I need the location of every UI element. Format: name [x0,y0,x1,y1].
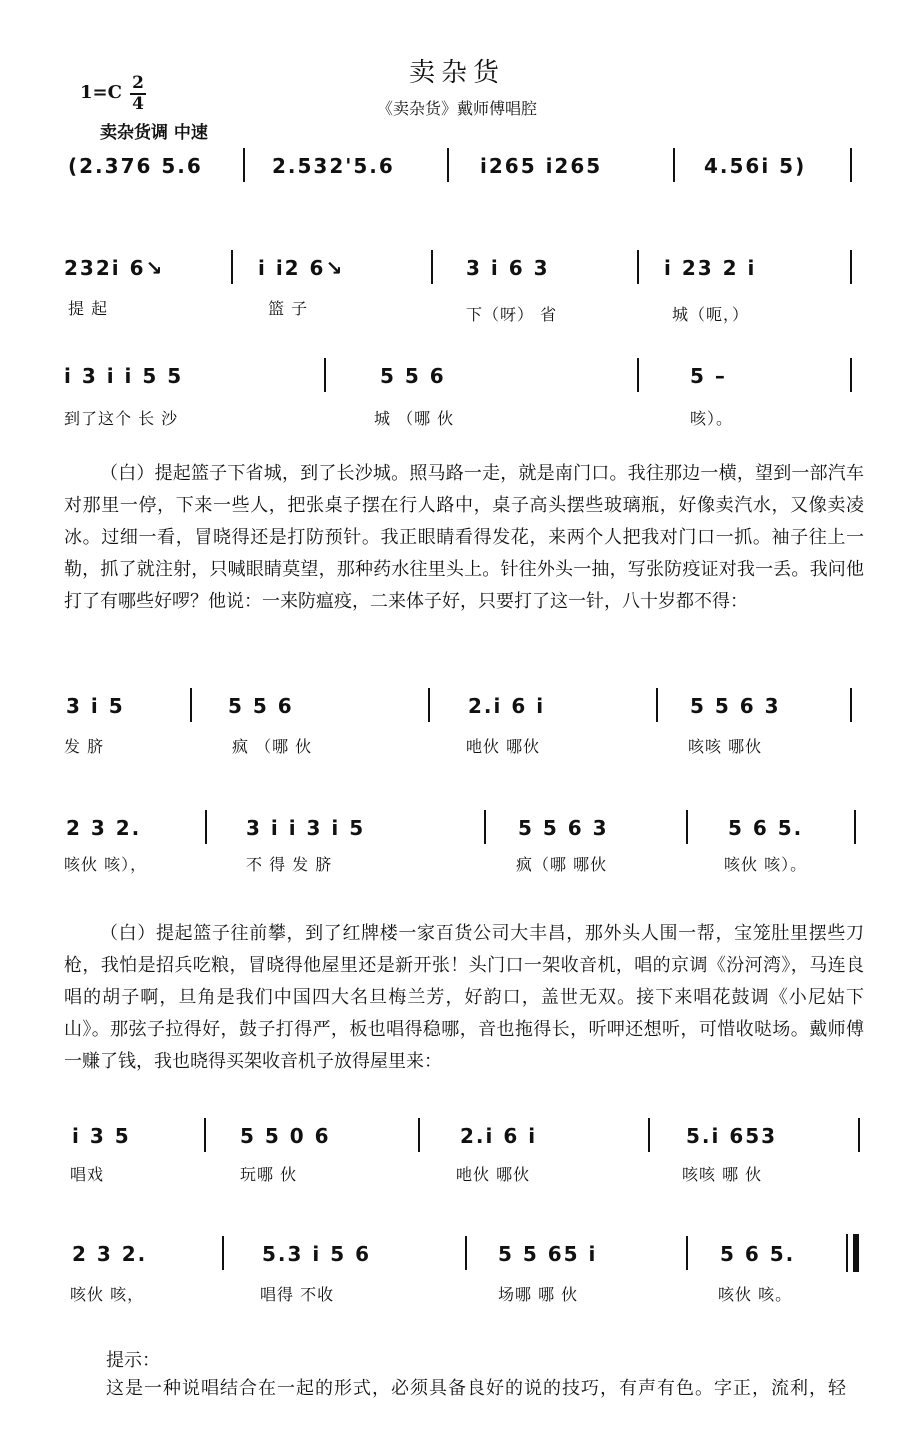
lyric: 吔伙 哪伙 [456,1165,531,1184]
lyric: 篮 子 [268,299,309,318]
measure-notes: 5 5 0 6 [240,1124,331,1148]
measure-notes: 5 – [690,364,727,388]
lyric: 发 脐 [64,737,105,756]
measure-notes: (2.376 5.6 [68,154,203,178]
spoken-text: （白）提起篮子往前攀，到了红牌楼一家百货公司大丰昌，那外头人围一帮，宝笼肚里摆些刀枪，我怕是招兵吃粮，冒晓得他屋里还是新开张！头门口一架收音机，唱的京调《汾河湾》，马连良唱的胡子啊，旦角是我们中国四大名旦梅兰芳，好韵口，盖世无双。接下来唱花鼓调《小尼姑下山》。那弦子拉得好，鼓子打得严，板也唱得稳哪，音也拖得长，听呷还想听，可惜收哒场。戴师傅一赚了钱，我也晓得买架收音机子放得屋里来： [64,923,864,1072]
lyric: 咳伙 咳）。 [724,855,808,874]
time-signature [130,74,146,114]
measure-notes: 5 5 6 3 [690,694,781,718]
lyric: 不 得 发 脐 [246,855,333,874]
lyric: 唱得 不收 [260,1285,335,1304]
lyric: 唱戏 [70,1165,105,1184]
measure-notes: 5 6 5. [728,816,804,840]
tempo-marking: 卖杂货调 中速 [100,123,208,143]
measure-notes: 5 5 6 [228,694,294,718]
measure-notes: i i2 6↘ [258,256,345,280]
hint-text: 这是一种说唱结合在一起的形式，必须具备良好的说的技巧，有声有色。字正，流利，轻 [106,1378,847,1399]
lyric: 场哪 哪 伙 [498,1285,579,1304]
measure-notes: i 3 i i 5 5 [64,364,184,388]
measure-notes: i 3 5 [72,1124,131,1148]
subtitle: 《卖杂货》戴师傅唱腔 [376,99,537,118]
lyric: 咳）。 [690,409,734,428]
lyric: 城（呃，） [672,305,750,324]
measure-notes: 4.56i 5) [704,154,807,178]
lyric: 咳伙 咳）， [64,855,148,874]
lyric: 疯（哪 哪伙 [516,855,608,874]
measure-notes: 2.i 6 i [460,1124,538,1148]
measure-notes: 2 3 2. [72,1242,148,1266]
lyric: 咳伙 咳， [70,1285,145,1304]
measure-notes: 5 5 6 [380,364,446,388]
lyric: 咳咳 哪 伙 [682,1165,763,1184]
measure-notes: 5 5 65 i [498,1242,598,1266]
lyric: 咳咳 哪伙 [688,737,763,756]
measure-notes: 5.3 i 5 6 [262,1242,372,1266]
time-signature-bottom: 4 [132,93,144,114]
lyric: 到了这个 长 沙 [64,409,179,428]
lyric: 疯 （哪 伙 [232,737,313,756]
time-signature-top: 2 [132,73,144,93]
lyric: 城 （哪 伙 [374,409,455,428]
page-title: 卖杂货 [408,58,505,88]
key-signature: 1=C [80,82,122,103]
measure-notes: i265 i265 [480,154,603,178]
lyric: 吔伙 哪伙 [466,737,541,756]
lyric: 提 起 [68,299,109,318]
lyric: 玩哪 伙 [240,1165,298,1184]
measure-notes: 3 i 5 [66,694,125,718]
spoken-text: （白）提起篮子下省城，到了长沙城。照马路一走，就是南门口。我往那边一横，望到一部汽车对那里一停，下来一些人，把张桌子摆在行人路中，桌子高头摆些玻璃瓶，好像卖汽水，又像卖凌冰。过细一看，冒晓得还是打防预针。我正眼睛看得发花，来两个人把我对门口一抓。袖子往上一勒，抓了就注射，只喊眼睛莫望，那种药水往里头上。针往外头一抽，写张防疫证对我一丢。我问他打了有哪些好啰？他说：一来防瘟疫，二来体子好，只要打了这一针，八十岁都不得： [64,463,864,612]
measure-notes: 5 5 6 3 [518,816,609,840]
measure-notes: 3 i 6 3 [466,256,550,280]
measure-notes: 2.532'5.6 [272,154,395,178]
measure-notes: 2.i 6 i [468,694,546,718]
measure-notes: 3 i i 3 i 5 [246,816,366,840]
lyric: 咳伙 咳。 [718,1285,793,1304]
lyric: 下（呀） 省 [466,305,558,324]
measure-notes: 5.i 653 [686,1124,778,1148]
measure-notes: 5 6 5. [720,1242,796,1266]
spoken-passage [64,458,864,618]
measure-notes: 2 3 2. [66,816,142,840]
measure-notes: 232i 6↘ [64,256,165,280]
spoken-passage [64,918,864,1078]
hint-label: 提示： [106,1350,160,1371]
measure-notes: i 23 2 i [664,256,757,280]
